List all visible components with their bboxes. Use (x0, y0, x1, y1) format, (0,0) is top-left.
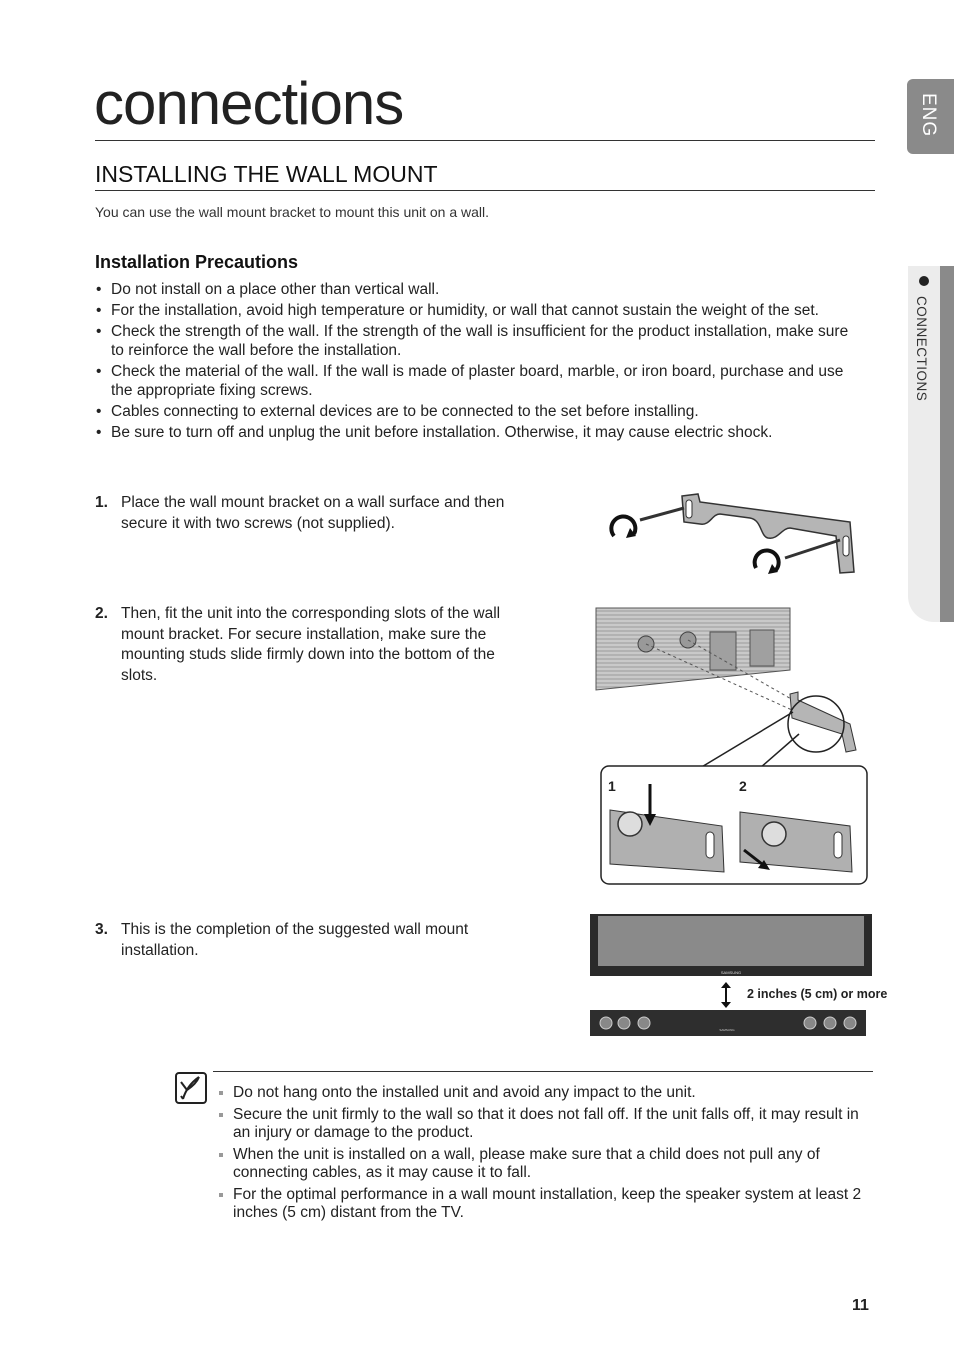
list-item: • Check the material of the wall. If the wall is made of plaster board, marble, or iron board, purchase and use the appropriate fixing screws. (95, 362, 865, 400)
language-tab (907, 79, 954, 154)
section-title: INSTALLING THE WALL MOUNT (95, 161, 438, 187)
list-item: • Check the strength of the wall. If the strength of the wall is insufficient for the product installation, make sure to reinforce the wall before the installation. (95, 322, 865, 360)
section-intro: You can use the wall mount bracket to mount this unit on a wall. (95, 204, 490, 220)
notes-list (218, 1084, 878, 1226)
section-rule (95, 190, 875, 191)
list-item: When the unit is installed on a wall, please make sure that a child does not pull any of connecting cables, as it may cause it to fall. (218, 1146, 878, 1183)
notes-rule (213, 1071, 873, 1072)
precautions-title: Installation Precautions (95, 252, 299, 272)
section-bullet-icon (919, 276, 929, 286)
gap-label: 2 inches (5 cm) or more (747, 987, 888, 1001)
chapter-title: connections (94, 70, 404, 137)
step-text: This is the completion of the suggested wall mount installation. (121, 921, 469, 959)
list-item: For the optimal performance in a wall mount installation, keep the speaker system at least 2 inches (5 cm) distant from the TV. (218, 1186, 878, 1223)
list-item: • For the installation, avoid high temperature or humidity, or wall that cannot sustain the weight of the set. (95, 301, 865, 320)
precautions-list (95, 280, 865, 444)
step-text: Place the wall mount bracket on a wall surface and then secure it with two screws (not supplied). (121, 494, 505, 532)
step-number: 1. (95, 494, 108, 511)
detail-label-2: 2 (739, 778, 747, 794)
page-number: 11 (852, 1297, 869, 1314)
section-side-bar (940, 266, 954, 622)
language-tab-label: ENG (918, 93, 939, 138)
slot-fitting-figure (594, 604, 872, 888)
list-item: • Be sure to turn off and unplug the unit before installation. Otherwise, it may cause electric shock. (95, 423, 865, 442)
note-icon (175, 1072, 207, 1104)
tv-brand-label: SAMSUNG (720, 970, 742, 975)
list-item: Do not hang onto the installed unit and avoid any impact to the unit. (218, 1084, 878, 1103)
soundbar-brand-label: SAMSUNG (719, 1028, 735, 1032)
bracket-screws-figure (600, 488, 865, 578)
completed-installation-figure (588, 912, 872, 1040)
chapter-rule (95, 140, 875, 141)
list-item: • Cables connecting to external devices are to be connected to the set before installing. (95, 402, 865, 421)
section-side-label: CONNECTIONS (914, 296, 929, 402)
step-number: 2. (95, 605, 108, 622)
step-text: Then, fit the unit into the corresponding slots of the wall mount bracket. For secure installation, make sure the mounting studs slide firmly down into the bottom of the slots. (121, 605, 501, 684)
detail-label-1: 1 (608, 778, 616, 794)
step-number: 3. (95, 921, 108, 938)
list-item: Secure the unit firmly to the wall so that it does not fall off. If the unit falls off, it may result in an injury or damage to the product. (218, 1106, 878, 1143)
list-item: • Do not install on a place other than vertical wall. (95, 280, 865, 299)
